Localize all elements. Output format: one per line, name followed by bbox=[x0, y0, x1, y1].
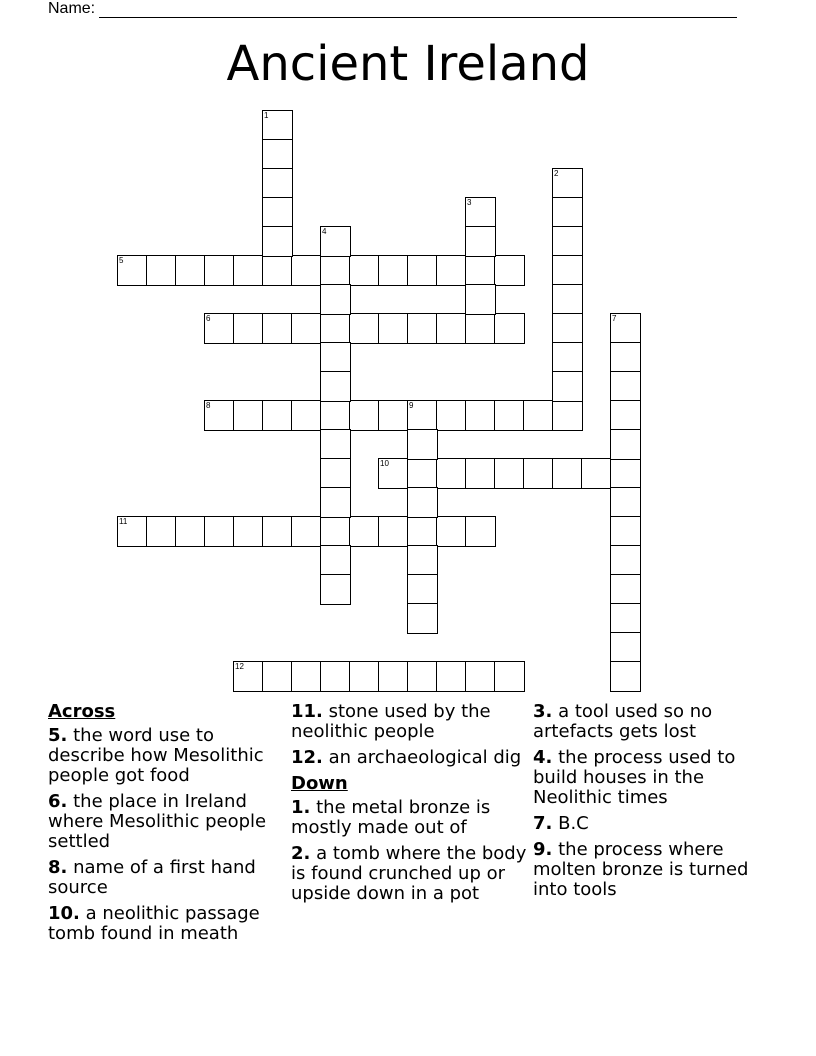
grid-cell[interactable] bbox=[291, 400, 322, 431]
grid-cell[interactable] bbox=[262, 516, 293, 547]
clue-number-label: 12 bbox=[235, 662, 244, 671]
grid-cell[interactable] bbox=[494, 458, 525, 489]
grid-cell[interactable] bbox=[146, 255, 177, 286]
clue-down-2: 2. a tomb where the body is found crunched up or upside down in a pot bbox=[291, 843, 527, 904]
grid-cell[interactable] bbox=[262, 400, 293, 431]
clue-across-11: 11. stone used by the neolithic people bbox=[291, 701, 491, 742]
grid-cell[interactable] bbox=[320, 342, 351, 373]
grid-cell[interactable] bbox=[610, 487, 641, 518]
grid-cell[interactable] bbox=[465, 226, 496, 257]
grid-cell[interactable] bbox=[175, 516, 206, 547]
grid-cell[interactable] bbox=[320, 400, 351, 431]
grid-cell[interactable] bbox=[320, 429, 351, 460]
grid-cell[interactable] bbox=[552, 197, 583, 228]
grid-cell[interactable] bbox=[407, 458, 438, 489]
clue-across-8: 8. name of a first hand source bbox=[48, 857, 256, 898]
clue-down-4: 4. the process used to build houses in the Neolithic times bbox=[533, 747, 736, 808]
grid-cell[interactable] bbox=[494, 255, 525, 286]
clue-number-label: 9 bbox=[409, 401, 414, 410]
grid-cell[interactable] bbox=[465, 313, 496, 344]
grid-cell[interactable] bbox=[610, 458, 641, 489]
grid-cell[interactable] bbox=[552, 168, 583, 199]
grid-cell[interactable] bbox=[233, 400, 264, 431]
grid-cell[interactable] bbox=[407, 603, 438, 634]
grid-cell[interactable] bbox=[407, 661, 438, 692]
grid-cell[interactable] bbox=[407, 313, 438, 344]
grid-cell[interactable] bbox=[436, 400, 467, 431]
grid-cell[interactable] bbox=[233, 516, 264, 547]
grid-cell[interactable] bbox=[552, 342, 583, 373]
clue-down-7: 7. B.C bbox=[533, 813, 589, 834]
grid-cell[interactable] bbox=[320, 516, 351, 547]
grid-cell[interactable] bbox=[378, 458, 409, 489]
grid-cell[interactable] bbox=[436, 458, 467, 489]
grid-cell[interactable] bbox=[465, 255, 496, 286]
grid-cell[interactable] bbox=[233, 661, 264, 692]
grid-cell[interactable] bbox=[291, 255, 322, 286]
grid-cell[interactable] bbox=[494, 661, 525, 692]
grid-cell[interactable] bbox=[378, 255, 409, 286]
grid-cell[interactable] bbox=[552, 371, 583, 402]
grid-cell[interactable] bbox=[610, 400, 641, 431]
grid-cell[interactable] bbox=[233, 255, 264, 286]
grid-cell[interactable] bbox=[349, 313, 380, 344]
grid-cell[interactable] bbox=[291, 516, 322, 547]
grid-cell[interactable] bbox=[523, 400, 554, 431]
grid-cell[interactable] bbox=[610, 313, 641, 344]
clue-across-10: 10. a neolithic passage tomb found in meath bbox=[48, 903, 260, 944]
grid-cell[interactable] bbox=[204, 400, 235, 431]
grid-cell[interactable] bbox=[465, 661, 496, 692]
grid-cell[interactable] bbox=[523, 458, 554, 489]
grid-cell[interactable] bbox=[407, 516, 438, 547]
grid-cell[interactable] bbox=[610, 429, 641, 460]
grid-cell[interactable] bbox=[320, 487, 351, 518]
grid-cell[interactable] bbox=[552, 313, 583, 344]
clue-across-5: 5. the word use to describe how Mesolithic people got food bbox=[48, 725, 264, 786]
grid-cell[interactable] bbox=[610, 603, 641, 634]
clue-column-1 bbox=[48, 700, 286, 950]
grid-cell[interactable] bbox=[378, 516, 409, 547]
clue-number-label: 2 bbox=[554, 169, 559, 178]
grid-cell[interactable] bbox=[465, 458, 496, 489]
clue-column-2 bbox=[291, 700, 529, 910]
grid-cell[interactable] bbox=[262, 168, 293, 199]
clue-number-label: 10 bbox=[380, 459, 389, 468]
grid-cell[interactable] bbox=[581, 458, 612, 489]
clue-number-label: 5 bbox=[119, 256, 124, 265]
grid-cell[interactable] bbox=[610, 516, 641, 547]
grid-cell[interactable] bbox=[610, 632, 641, 663]
clue-number-label: 1 bbox=[264, 111, 269, 120]
grid-cell[interactable] bbox=[204, 255, 235, 286]
grid-cell[interactable] bbox=[407, 429, 438, 460]
grid-cell[interactable] bbox=[320, 371, 351, 402]
grid-cell[interactable] bbox=[407, 255, 438, 286]
grid-cell[interactable] bbox=[407, 545, 438, 576]
grid-cell[interactable] bbox=[262, 313, 293, 344]
grid-cell[interactable] bbox=[349, 400, 380, 431]
clue-number-label: 8 bbox=[206, 401, 211, 410]
grid-cell[interactable] bbox=[610, 545, 641, 576]
grid-cell[interactable] bbox=[262, 661, 293, 692]
grid-cell[interactable] bbox=[320, 661, 351, 692]
grid-cell[interactable] bbox=[436, 661, 467, 692]
grid-cell[interactable] bbox=[262, 226, 293, 257]
grid-cell[interactable] bbox=[552, 400, 583, 431]
grid-cell[interactable] bbox=[465, 197, 496, 228]
grid-cell[interactable] bbox=[465, 400, 496, 431]
grid-cell[interactable] bbox=[320, 574, 351, 605]
grid-cell[interactable] bbox=[349, 255, 380, 286]
grid-cell[interactable] bbox=[146, 516, 177, 547]
clue-number-label: 3 bbox=[467, 198, 472, 207]
down-heading: Down bbox=[291, 773, 348, 794]
clue-down-1: 1. the metal bronze is mostly made out of bbox=[291, 797, 491, 838]
grid-cell[interactable] bbox=[320, 545, 351, 576]
clue-number-label: 7 bbox=[612, 314, 617, 323]
grid-cell[interactable] bbox=[291, 313, 322, 344]
grid-cell[interactable] bbox=[349, 516, 380, 547]
grid-cell[interactable] bbox=[552, 226, 583, 257]
grid-cell[interactable] bbox=[407, 400, 438, 431]
grid-cell[interactable] bbox=[262, 255, 293, 286]
grid-cell[interactable] bbox=[320, 458, 351, 489]
grid-cell[interactable] bbox=[552, 458, 583, 489]
grid-cell[interactable] bbox=[465, 516, 496, 547]
grid-cell[interactable] bbox=[436, 255, 467, 286]
grid-cell[interactable] bbox=[378, 400, 409, 431]
grid-cell[interactable] bbox=[204, 516, 235, 547]
grid-cell[interactable] bbox=[262, 110, 293, 141]
clue-number-label: 11 bbox=[119, 517, 128, 526]
clue-column-3 bbox=[533, 700, 771, 906]
clue-across-12: 12. an archaeological dig bbox=[291, 747, 522, 768]
grid-cell[interactable] bbox=[494, 400, 525, 431]
clue-number-label: 4 bbox=[322, 227, 327, 236]
grid-cell[interactable] bbox=[610, 342, 641, 373]
grid-cell[interactable] bbox=[494, 313, 525, 344]
grid-cell[interactable] bbox=[378, 313, 409, 344]
grid-cell[interactable] bbox=[610, 574, 641, 605]
grid-cell[interactable] bbox=[610, 371, 641, 402]
grid-cell[interactable] bbox=[436, 516, 467, 547]
grid-cell[interactable] bbox=[552, 255, 583, 286]
grid-cell[interactable] bbox=[407, 487, 438, 518]
grid-cell[interactable] bbox=[175, 255, 206, 286]
grid-cell[interactable] bbox=[407, 574, 438, 605]
grid-cell[interactable] bbox=[320, 255, 351, 286]
grid-cell[interactable] bbox=[291, 661, 322, 692]
clue-down-3: 3. a tool used so no artefacts gets lost bbox=[533, 701, 713, 742]
across-heading: Across bbox=[48, 701, 116, 722]
grid-cell[interactable] bbox=[349, 661, 380, 692]
grid-cell[interactable] bbox=[320, 226, 351, 257]
grid-cell[interactable] bbox=[552, 284, 583, 315]
page-title: Ancient Ireland bbox=[226, 36, 590, 92]
grid-cell[interactable] bbox=[320, 284, 351, 315]
grid-cell[interactable] bbox=[378, 661, 409, 692]
grid-cell[interactable] bbox=[262, 197, 293, 228]
name-label: Name: bbox=[48, 0, 96, 17]
grid-cell[interactable] bbox=[610, 661, 641, 692]
grid-cell[interactable] bbox=[436, 313, 467, 344]
grid-cell[interactable] bbox=[117, 255, 148, 286]
grid-cell[interactable] bbox=[204, 313, 235, 344]
clue-across-6: 6. the place in Ireland where Mesolithic people settled bbox=[48, 791, 267, 852]
clue-down-9: 9. the process where molten bronze is turned into tools bbox=[533, 839, 749, 900]
grid-cell[interactable] bbox=[262, 139, 293, 170]
grid-cell[interactable] bbox=[320, 313, 351, 344]
grid-cell[interactable] bbox=[233, 313, 264, 344]
clue-number-label: 6 bbox=[206, 314, 211, 323]
grid-cell[interactable] bbox=[465, 284, 496, 315]
grid-cell[interactable] bbox=[117, 516, 148, 547]
